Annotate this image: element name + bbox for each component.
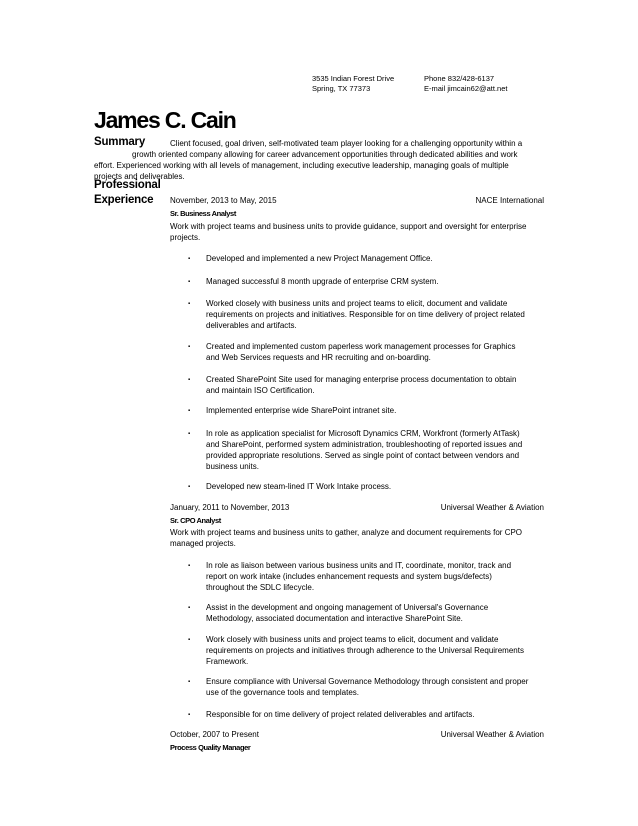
bullet-icon: ▪ — [188, 563, 191, 569]
bullet-line: Created and implemented custom paperless work management processes for Graphics — [206, 342, 516, 351]
job-header — [170, 730, 544, 739]
job-title: Sr. Business Analyst — [170, 209, 236, 218]
list-item — [188, 560, 548, 593]
bullet-icon: ▪ — [188, 484, 191, 490]
job-company: Universal Weather & Aviation — [440, 503, 544, 512]
bullet-line: Managed successful 8 month upgrade of enterprise CRM system. — [206, 277, 439, 286]
bullet-line: Implemented enterprise wide SharePoint intranet site. — [206, 406, 397, 415]
bullet-icon: ▪ — [188, 712, 191, 718]
bullet-line: Work closely with business units and project teams to elicit, document and validate — [206, 635, 499, 644]
bullet-line: requirements on projects and initiatives. Responsible for on time delivery of project related — [206, 310, 525, 319]
summary-line: projects and deliverables. — [94, 172, 185, 181]
summary-line: growth oriented company allowing for career advancement opportunities through dedicated abilities and work — [132, 150, 518, 159]
email: E-mail jimcain62@att.net — [424, 84, 508, 93]
job-dates: October, 2007 to Present — [170, 730, 259, 739]
list-item — [188, 602, 548, 624]
bullet-icon: ▪ — [188, 408, 191, 414]
job-description — [170, 527, 550, 549]
bullet-line: Framework. — [206, 657, 249, 666]
bullet-line: Methodology, associated documentation and interactive SharePoint Site. — [206, 614, 463, 623]
bullet-icon: ▪ — [188, 679, 191, 685]
list-item — [188, 341, 548, 363]
list-item — [188, 428, 548, 472]
bullet-line: Ensure compliance with Universal Governance Methodology through consistent and proper — [206, 677, 529, 686]
job-description-line: Work with project teams and business units to provide guidance, support and oversight for enterprise — [170, 222, 527, 231]
bullet-icon: ▪ — [188, 344, 191, 350]
bullet-line: Developed and implemented a new Project Management Office. — [206, 254, 433, 263]
job-description-line: Work with project teams and business units to gather, analyze and document requirements for CPO — [170, 528, 523, 537]
bullet-line: provided appropriate resolutions. Served as single point of contact between vendors and — [206, 451, 520, 460]
list-item — [188, 253, 548, 265]
list-item — [188, 298, 548, 331]
list-item — [188, 481, 548, 493]
bullet-icon: ▪ — [188, 637, 191, 643]
job-company: NACE International — [475, 196, 544, 205]
summary-line: effort. Experienced working with all levels of management, including executive leadership, managing goals of multiple — [94, 161, 509, 170]
job-dates: November, 2013 to May, 2015 — [170, 196, 277, 205]
list-item — [188, 709, 548, 721]
list-item — [188, 634, 548, 667]
job-header — [170, 196, 544, 205]
experience-heading-line1: Professional — [94, 179, 161, 191]
bullet-icon: ▪ — [188, 431, 191, 437]
phone: Phone 832/428-6137 — [424, 74, 495, 83]
bullet-line: Assist in the development and ongoing management of Universal's Governance — [206, 603, 489, 612]
address-line-2: Spring, TX 77373 — [312, 84, 371, 93]
bullet-line: In role as application specialist for Microsoft Dynamics CRM, Workfront (formerly AtTask) — [206, 429, 520, 438]
contact-address — [312, 74, 394, 94]
bullet-line: use of the governance tools and templates. — [206, 688, 359, 697]
experience-heading-line2: Experience — [94, 194, 154, 206]
job-dates: January, 2011 to November, 2013 — [170, 503, 290, 512]
bullet-line: Developed new steam-lined IT Work Intake process. — [206, 482, 392, 491]
summary-heading: Summary — [94, 136, 146, 148]
resume-name: James C. Cain — [94, 107, 236, 133]
job-title: Process Quality Manager — [170, 743, 251, 752]
bullet-line: throughout the SDLC lifecycle. — [206, 583, 315, 592]
address-line-1: 3535 Indian Forest Drive — [312, 74, 395, 83]
bullet-icon: ▪ — [188, 279, 191, 285]
bullet-icon: ▪ — [188, 256, 191, 262]
bullet-line: Responsible for on time delivery of project related deliverables and artifacts. — [206, 710, 475, 719]
bullet-icon: ▪ — [188, 377, 191, 383]
bullet-line: and maintain ISO Certification. — [206, 386, 315, 395]
bullet-icon: ▪ — [188, 301, 191, 307]
job-title: Sr. CPO Analyst — [170, 516, 221, 525]
summary-line: Client focused, goal driven, self-motivated team player looking for a challenging opportunity within a — [170, 139, 523, 148]
bullet-line: Worked closely with business units and project teams to elicit, document and validate — [206, 299, 508, 308]
bullet-line: In role as liaison between various business units and IT, coordinate, monitor, track and — [206, 561, 512, 570]
job-description-line: projects. — [170, 233, 201, 242]
bullet-line: requirements on projects and initiatives through adherence to the Universal Requirements — [206, 646, 524, 655]
job-company: Universal Weather & Aviation — [440, 730, 544, 739]
bullet-line: and Web Services requests and HR recruiting and on-boarding. — [206, 353, 431, 362]
bullet-line: report on work intake (includes enhancement requests and system bugs/defects) — [206, 572, 492, 581]
bullet-icon: ▪ — [188, 605, 191, 611]
job-description-line: managed projects. — [170, 539, 236, 548]
list-item — [188, 405, 548, 417]
job-description — [170, 221, 550, 243]
contact-info — [424, 74, 507, 94]
job-header — [170, 503, 544, 512]
bullet-line: Created SharePoint Site used for managing enterprise process documentation to obtain — [206, 375, 517, 384]
list-item — [188, 374, 548, 396]
bullet-line: and SharePoint, performed system administration, troubleshooting of reported issues and — [206, 440, 523, 449]
bullet-line: business units. — [206, 462, 259, 471]
list-item — [188, 276, 548, 288]
list-item — [188, 676, 548, 698]
summary-text — [94, 138, 550, 182]
bullet-line: deliverables and artifacts. — [206, 321, 297, 330]
